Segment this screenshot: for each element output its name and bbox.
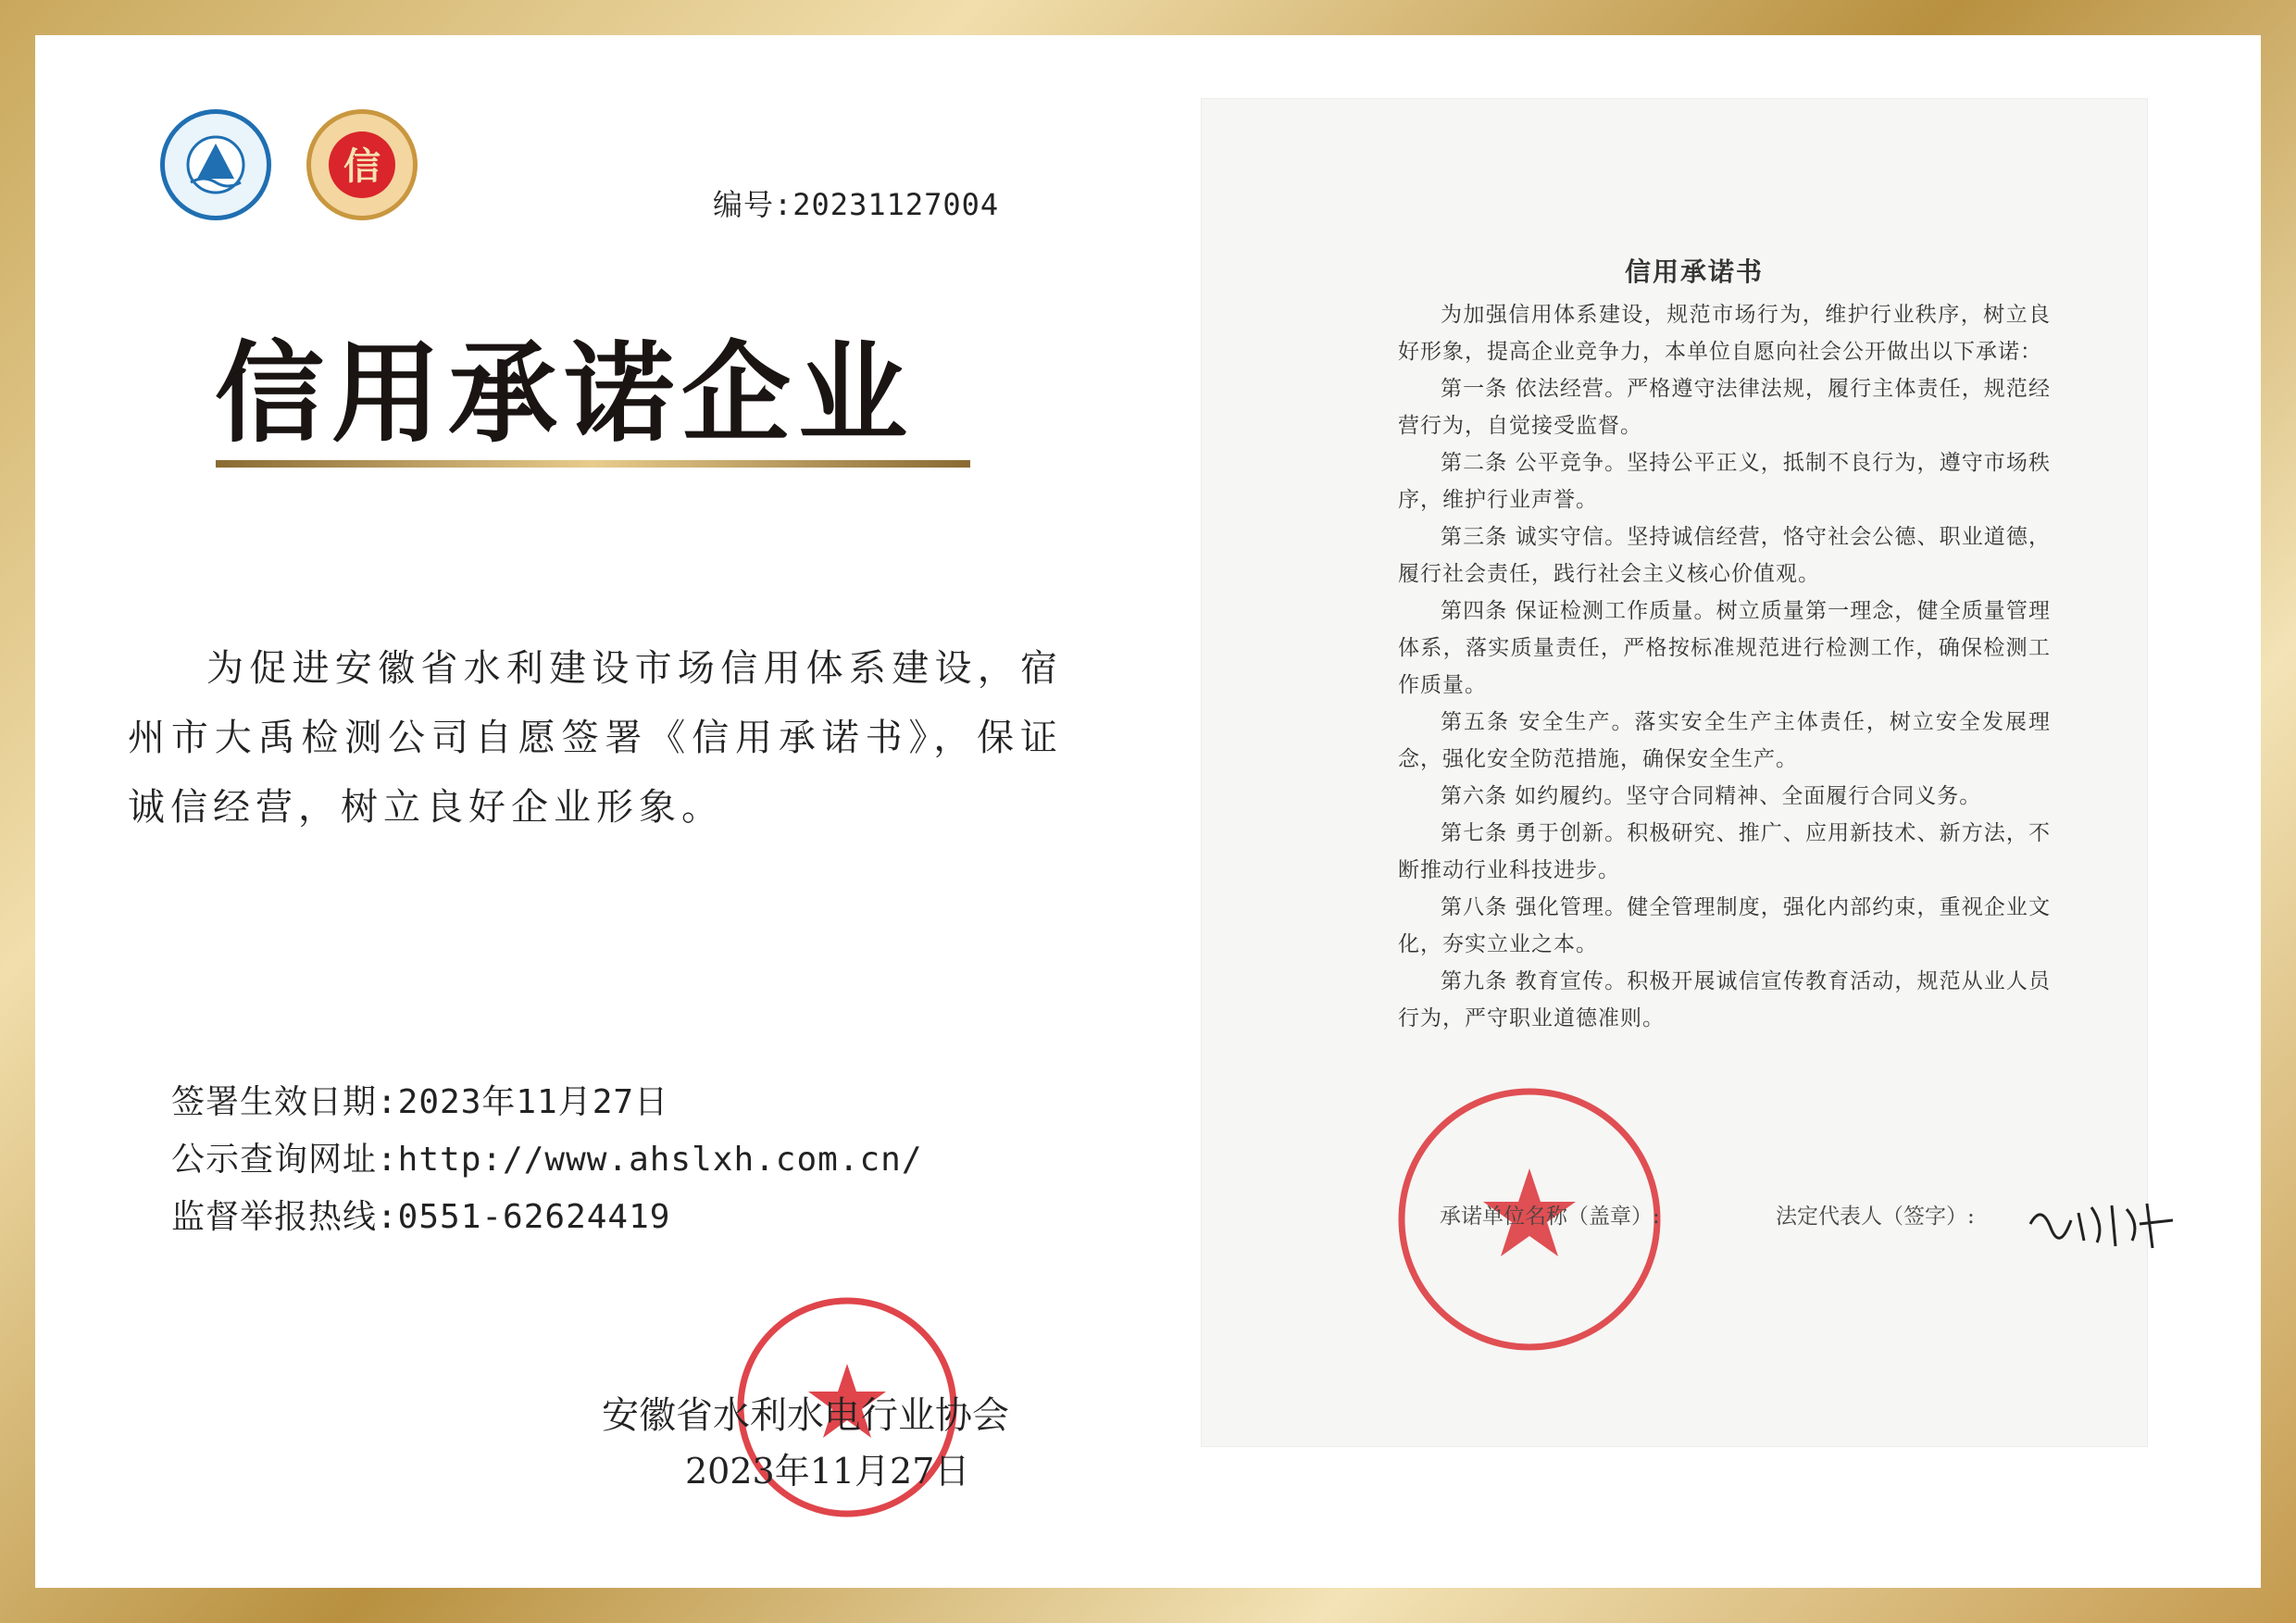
letter-title: 信用承诺书: [1625, 256, 1765, 287]
water-logo-emblem-icon: [165, 114, 267, 216]
info-block: [171, 1074, 923, 1246]
credit-emblem-icon: [311, 114, 413, 216]
report-hotline: 监督举报热线:0551-62624419: [171, 1198, 671, 1236]
credit-evaluation-logo: [306, 109, 418, 220]
issue-date: 2023年11月27日: [685, 1451, 970, 1492]
letter-paragraph: 第二条 公平竞争。坚持公平正义，抵制不良行为，遵守市场秩序，维护行业声誉。: [1398, 451, 2051, 512]
letter-paragraph: 第七条 勇于创新。积极研究、推广、应用新技术、新方法，不断推动行业科技进步。: [1398, 821, 2051, 882]
letter-paragraph: 第六条 如约履约。坚守合同精神、全面履行合同义务。: [1441, 784, 1982, 808]
intro-paragraph: 为促进安徽省水利建设市场信用体系建设，宿州市大禹检测公司自愿签署《信用承诺书》，保证诚信经营，树立良好企业形象。: [128, 647, 1063, 829]
sign-date: 签署生效日期:2023年11月27日: [171, 1083, 669, 1121]
letter-paragraph: 第三条 诚实守信。坚持诚信经营，恪守社会公德、职业道德，履行社会责任，践行社会主义核心价值观。: [1398, 525, 2051, 586]
letter-paragraph: 为加强信用体系建设，规范市场行为，维护行业秩序，树立良好形象，提高企业竞争力，本单位自愿向社会公开做出以下承诺：: [1398, 303, 2051, 364]
legal-rep-label: 法定代表人（签字）:: [1776, 1205, 1975, 1229]
letter-paragraph: 第四条 保证检测工作质量。树立质量第一理念，健全质量管理体系，落实质量责任，严格按标准规范进行检测工作，确保检测工作质量。: [1398, 599, 2051, 697]
certificate-title: 信用承诺企业: [215, 330, 916, 457]
letter-paragraph: 第一条 依法经营。严格遵守法律法规，履行主体责任，规范经营行为，自觉接受监督。: [1398, 377, 2051, 438]
letter-paragraph: 第八条 强化管理。健全管理制度，强化内部约束，重视企业文化，夯实立业之本。: [1398, 895, 2051, 956]
letter-paragraph: 第五条 安全生产。落实安全生产主体责任，树立安全发展理念，强化安全防范措施，确保安全生产。: [1398, 710, 2051, 771]
letter-body: [1398, 296, 2051, 1037]
certificate-number: 编号:20231127004: [713, 187, 1000, 222]
letter-paragraph: 第九条 教育宣传。积极开展诚信宣传教育活动，规范从业人员行为，严守职业道德准则。: [1398, 969, 2051, 1030]
handwritten-signature-icon: [2023, 1187, 2180, 1261]
issuer-name: 安徽省水利水电行业协会: [602, 1394, 1009, 1437]
svg-text:信: 信: [343, 144, 381, 188]
query-website: 公示查询网址:http://www.ahslxh.com.cn/: [171, 1141, 923, 1179]
signer-unit-label: 承诺单位名称（盖章）:: [1440, 1205, 1660, 1229]
water-association-logo: [160, 109, 271, 220]
title-divider: [216, 460, 970, 468]
